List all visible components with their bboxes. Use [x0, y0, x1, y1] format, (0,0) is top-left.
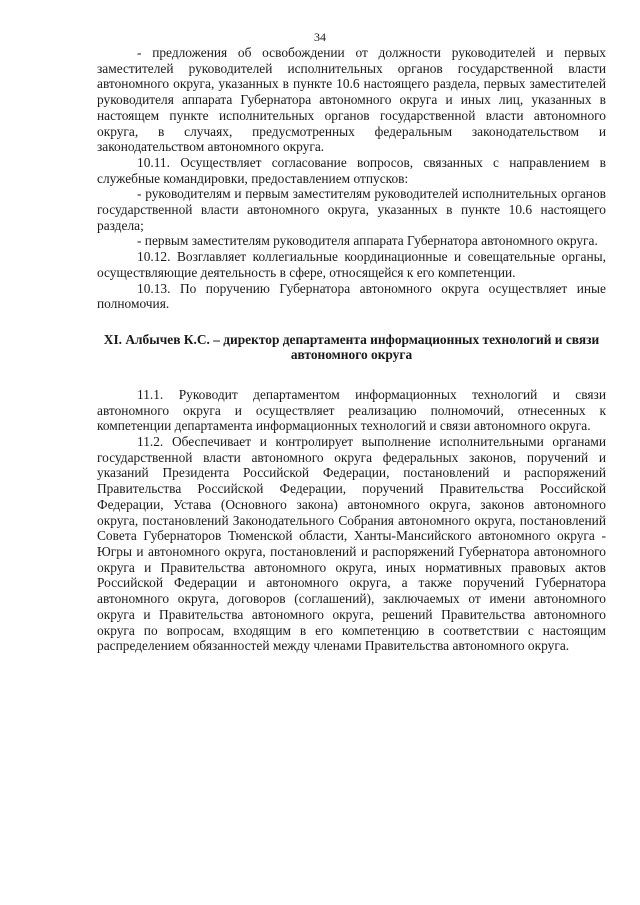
paragraph: 10.12. Возглавляет коллегиальные координационные и совещательные органы, осуществляющие деятельность в сфере, относящейся к его компетенции. — [97, 249, 606, 280]
paragraph: 11.2. Обеспечивает и контролирует выполнение исполнительными органами государственной власти автономного округа федеральных законов, поручений и указаний Президента Российской Федерации, постановлений и распоряжений Правительства Российской Федерации, поручений Правительства Российской Федерации, Устава (Основного закона) автономного округа, законов автономного округа, постановлений Законодательного Собрания автономного округа, постановлений Совета Губернаторов Тюменской области, Ханты-Мансийского автономного округа - Югры и автономного округа, постановлений и распоряжений Губернатора автономного округа и Правительства автономного округа, иных нормативных правовых актов Российской Федерации и автономного округа, а также поручений Губернатора автономного округа, договоров (соглашений), заключаемых от имени автономного округа и Правительства автономного округа, решений Правительства автономного округа по вопросам, входящим в его компетенцию в соответствии с настоящим распределением обязанностей между членами Правительства автономного округа. — [97, 434, 606, 654]
paragraph: - руководителям и первым заместителям руководителей исполнительных органов государственной власти автономного округа, указанных в пункте 10.6 настоящего раздела; — [97, 186, 606, 233]
paragraph: 11.1. Руководит департаментом информационных технологий и связи автономного округа и осуществляет реализацию полномочий, отнесенных к компетенции департамента информационных технологий и связи автономного округа. — [97, 386, 606, 434]
document-body — [97, 45, 606, 654]
paragraph: 10.11. Осуществляет согласование вопросов, связанных с направлением в служебные командировки, предоставлением отпусков: — [97, 154, 606, 186]
section-11 — [97, 387, 606, 654]
page-number: 34 — [314, 30, 326, 44]
paragraph: - предложения об освобождении от должности руководителей и первых заместителей руководителей исполнительных органов государственной власти автономного округа, указанных в пункте 10.6 настоящего раздела, первых заместителей руководителя аппарата Губернатора автономного округа и иных лиц, указанных в настоящем пункте исполнительных органов государственной власти автономного округа, в случаях, предусмотренных федеральным законодательством и законодательством автономного округа. — [97, 45, 606, 155]
section-heading: XI. Албычев К.С. – директор департамента информационных технологий и связи автономного округа — [103, 331, 600, 363]
paragraph: 10.13. По поручению Губернатора автономного округа осуществляет иные полномочия. — [97, 280, 606, 312]
section-10-continuation — [97, 45, 606, 312]
paragraph: - первым заместителям руководителя аппарата Губернатора автономного округа. — [137, 233, 598, 249]
